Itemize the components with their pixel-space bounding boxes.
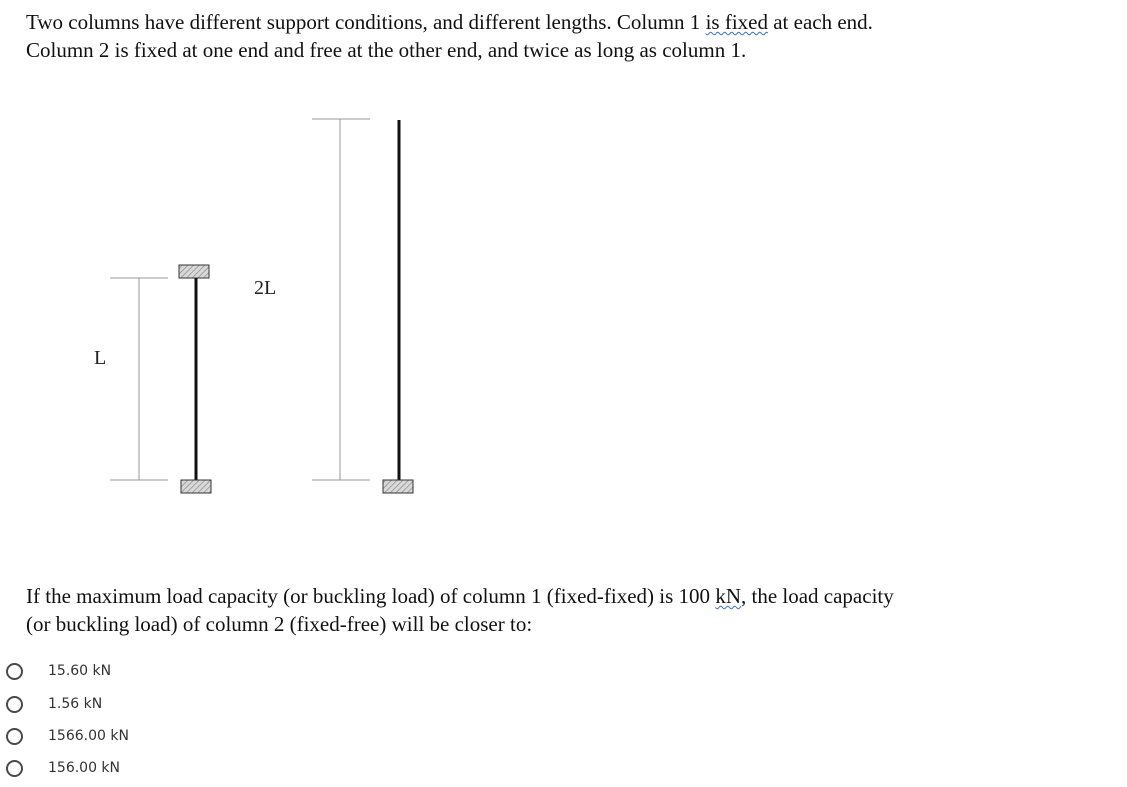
column-1-bottom-fixed-support — [181, 480, 211, 493]
answer-option-label[interactable]: 1566.00 kN — [48, 728, 129, 744]
radio-button-icon[interactable] — [6, 696, 23, 713]
spellcheck-underlined-unit: kN — [715, 584, 741, 608]
column-2-dimension — [254, 119, 370, 480]
answer-option-2[interactable] — [0, 693, 300, 723]
answer-option-3[interactable] — [0, 725, 300, 755]
question-intro-text: Two columns have different support conditions, and different lengths. Column 1 — [26, 10, 706, 34]
question-intro-text-end: at each end. — [767, 10, 873, 34]
column-2-length-label: 2L — [254, 277, 277, 299]
column-1-dimension — [94, 278, 168, 480]
radio-button-icon[interactable] — [6, 760, 23, 777]
column-1-top-fixed-support — [179, 265, 209, 278]
column-2-bottom-fixed-support — [383, 480, 413, 493]
answer-option-label[interactable]: 15.60 kN — [48, 663, 112, 679]
spellcheck-underlined-text: is fixed — [705, 10, 768, 34]
question-prompt-line-2: (or buckling load) of column 2 (fixed-free) will be closer to: — [26, 612, 533, 636]
answer-option-1[interactable] — [0, 660, 300, 690]
answer-option-label[interactable]: 156.00 kN — [48, 760, 121, 776]
column-2 — [383, 120, 413, 493]
answer-option-label[interactable]: 1.56 kN — [48, 696, 103, 712]
question-intro-line-2: Column 2 is fixed at one end and free at the other end, and twice as long as column 1. — [26, 38, 747, 62]
column-1 — [179, 265, 211, 493]
column-1-length-label: L — [94, 347, 107, 369]
radio-button-icon[interactable] — [6, 728, 23, 745]
question-prompt-text-end: , the load capacity — [740, 584, 894, 608]
answer-option-4[interactable] — [0, 757, 300, 787]
question-prompt-line-1 — [26, 582, 894, 610]
radio-button-icon[interactable] — [6, 663, 23, 680]
question-prompt-text: If the maximum load capacity (or buckling load) of column 1 (fixed-fixed) is 100 — [26, 584, 716, 608]
